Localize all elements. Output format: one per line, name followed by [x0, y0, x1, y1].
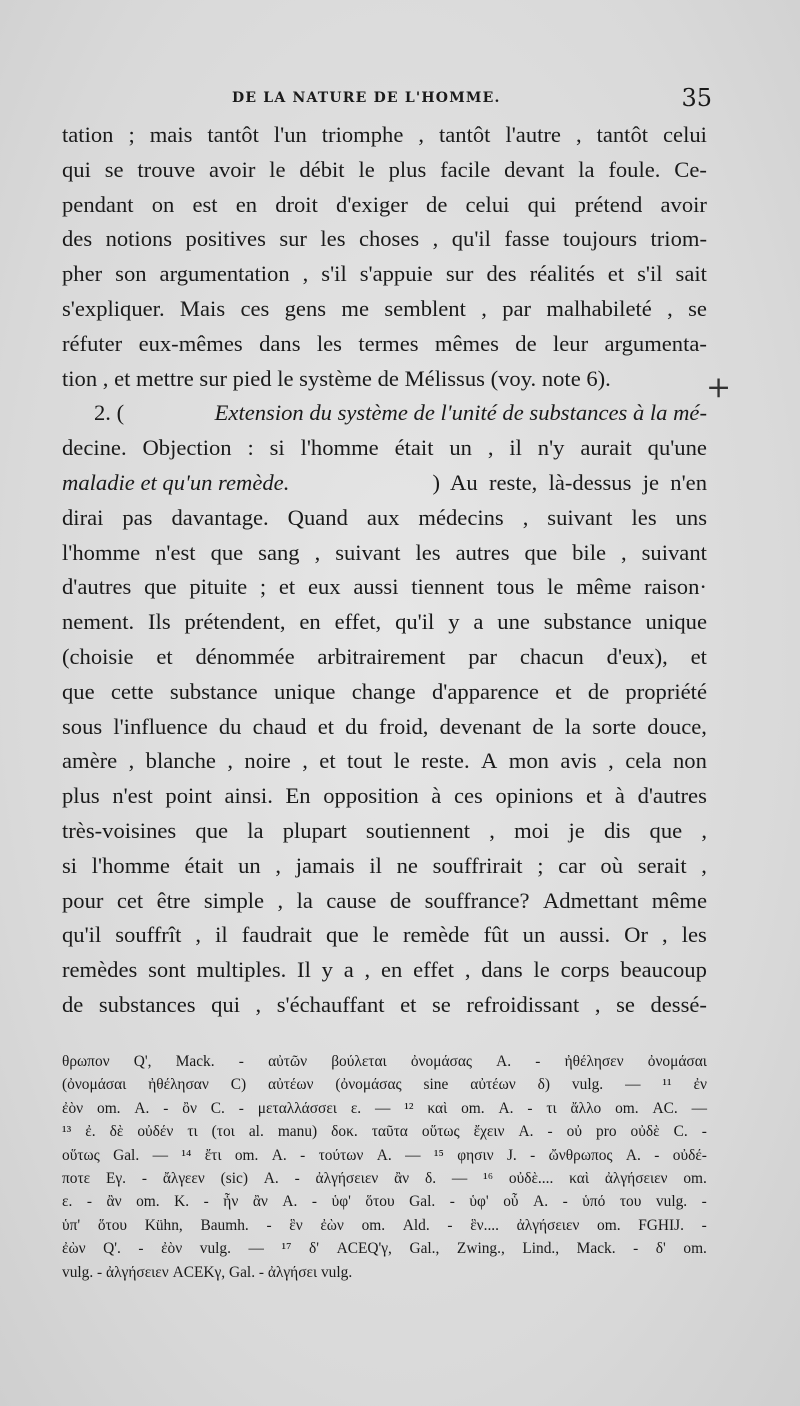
- footnote-line: οὕτως Gal. — ¹⁴ ἔτι om. A. - τούτων A. — ¹⁵ φησιν J. - ὤνθρωπος A. - οὐδέ-: [62, 1146, 707, 1164]
- footnote-line: ποτε Eγ. - ἄλγεεν (sic) A. - ἀλγήσειεν ἂν δ. — ¹⁶ οὐδὲ.... καὶ ἀλγήσειεν om.: [62, 1169, 707, 1187]
- page-number: 35: [681, 84, 712, 112]
- page-header: [62, 84, 712, 114]
- footnote-line: ἐὸν om. A. - ὂν C. - μεταλλάσσει ε. — ¹² καὶ om. A. - τι ἄλλο om. AC. —: [62, 1099, 707, 1117]
- text-line: plus n'est point ainsi. En opposition à ces opinions et à d'autres: [62, 783, 707, 809]
- section-heading-line: [62, 396, 707, 431]
- footnote-line: vulg. - ἀλγήσειεν ACEKγ, Gal. - ἀλγήσει vulg.: [62, 1263, 353, 1281]
- text-line: tation ; mais tantôt l'un triomphe , tantôt l'autre , tantôt celui: [62, 122, 707, 147]
- footnote-line: ¹³ ἐ. δὲ οὐδέν τι (τοι al. manu) δοκ. ταῦτα οὕτως ἔχειν A. - οὐ pro οὐδὲ C. -: [62, 1123, 707, 1141]
- footnote-line: (ὀνομάσαι ἠθέλησαν C) αὐτέων (ὀνομάσας sine αὐτέων δ) vulg. — ¹¹ ἐν: [62, 1076, 707, 1094]
- text-line: qu'il souffrît , il faudrait que le remède fût un aussi. Or , les: [62, 922, 707, 948]
- text-line: remèdes sont multiples. Il y a , en effet , dans le corps beaucoup: [62, 957, 707, 983]
- text-line: l'homme n'est que sang , suivant les autres que bile , suivant: [62, 539, 707, 565]
- text-line: des notions positives sur les choses , qu'il fasse toujours triom-: [62, 226, 707, 252]
- text-line: réfuter eux-mêmes dans les termes mêmes de leur argumenta-: [62, 330, 707, 356]
- footnote-line: ε. - ἂν om. K. - ἦν ἂν A. - ὑφ' ὅτου Gal. - ὑφ' οὗ A. - ὑπό του vulg. -: [62, 1193, 707, 1211]
- text-line: pour cet être simple , la cause de souffrance? Admettant même: [62, 887, 707, 913]
- footnotes: [62, 1050, 707, 1284]
- body-text: [62, 118, 707, 1023]
- text-line: de substances qui , s'échauffant et se refroidissant , se dessé-: [62, 991, 707, 1017]
- text-line: qui se trouve avoir le débit le plus facile devant la foule. Ce-: [62, 156, 707, 182]
- section-heading: Extension du système de l'unité de substances à la mé-: [214, 400, 707, 426]
- text-line: très-voisines que la plupart soutiennent , moi je dis que ,: [62, 817, 707, 843]
- text-line: pendant on est en droit d'exiger de celui qui prétend avoir: [62, 191, 707, 217]
- footnote-line: θρωπον Q', Mack. - αὐτῶν βούλεται ὀνομάσας A. - ἠθέλησεν ὀνομάσαι: [62, 1053, 707, 1070]
- text-line: amère , blanche , noire , et tout le reste. A mon avis , cela non: [62, 748, 707, 774]
- margin-cross-mark: +: [706, 370, 732, 405]
- section-heading-line: decine. Objection : si l'homme était un , il n'y aurait qu'une: [62, 435, 707, 461]
- text-line: si l'homme était un , jamais il ne souffrirait ; car où serait ,: [62, 852, 707, 878]
- text-line: sous l'influence du chaud et du froid, devenant de la sorte douce,: [62, 713, 707, 739]
- text-line: dirai pas davantage. Quand aux médecins , suivant les uns: [62, 504, 707, 530]
- running-head: DE LA NATURE DE L'HOMME.: [232, 90, 501, 106]
- text-line: tion , et mettre sur pied le système de Mélissus (voy. note 6).: [62, 365, 611, 391]
- section-heading-line: maladie et qu'un remède. ) Au reste, là-dessus je n'en: [62, 469, 707, 495]
- text-line: nement. Ils prétendent, en effet, qu'il y a une substance unique: [62, 609, 707, 635]
- footnote-line: ἐὼν Q'. - ἐὸν vulg. — ¹⁷ δ' ACEQ'γ, Gal., Zwing., Lind., Mack. - δ' om.: [62, 1240, 707, 1258]
- footnote-line: ὑπ' ὅτου Kühn, Baumh. - ἓν ἐὼν om. Ald. - ἓν.... ἀλγήσειεν om. FGHIJ. -: [62, 1216, 707, 1234]
- text-line: pher son argumentation , s'il s'appuie sur des réalités et s'il sait: [62, 261, 707, 287]
- text-line: (choisie et dénommée arbitrairement par chacun d'eux), et: [62, 643, 707, 669]
- text-line: s'expliquer. Mais ces gens me semblent , par malhabileté , se: [62, 295, 707, 321]
- section-number: 2. (: [94, 400, 125, 426]
- text-line: que cette substance unique change d'apparence et de propriété: [62, 678, 707, 704]
- text-line: d'autres que pituite ; et eux aussi tiennent tous le même raison·: [62, 574, 707, 600]
